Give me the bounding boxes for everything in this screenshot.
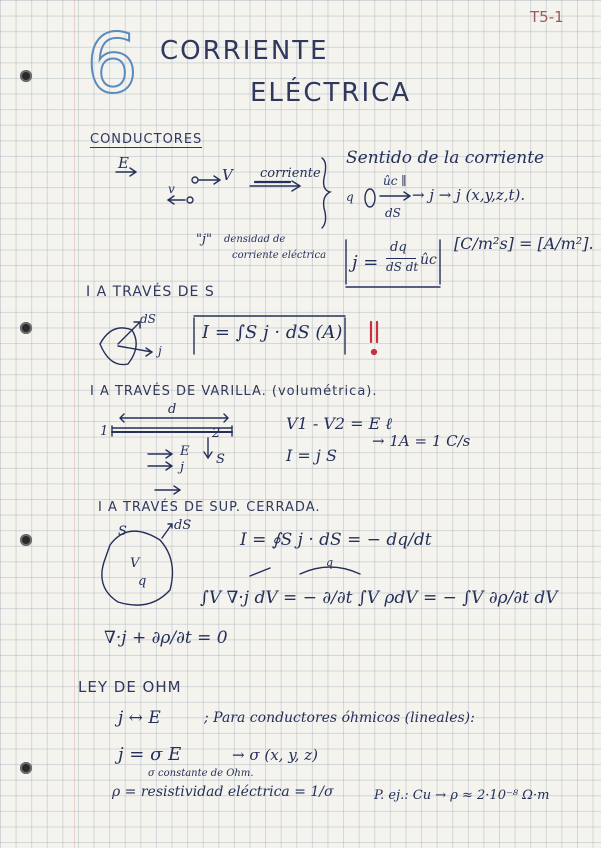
i-through-s-formula: I = ∫S j · dS (A) [202, 322, 343, 343]
dS-small: dS [140, 312, 156, 326]
j-equation-uc: ûc [420, 252, 437, 268]
section-heading-varilla: I A TRAVÉS DE VARILLA. (volumétrica). [90, 384, 378, 399]
section-heading-ohm: LEY DE OHM [78, 678, 182, 696]
sentido-text: Sentido de la corriente [346, 148, 545, 168]
varilla-node1: 1 [100, 424, 109, 439]
cerrada-eq1: I = ∮S j · dS = − dq/dt [240, 530, 432, 550]
chapter-number: 6 [86, 17, 139, 112]
binder-hole-bottom [20, 762, 32, 774]
j-equation-num: dq [390, 240, 407, 255]
ampere-definition: → 1A = 1 C/s [372, 432, 471, 450]
cerrada-eq2: ∫V ∇·j dV = − ∂/∂t ∫V ρdV = − ∫V ∂ρ/∂t dV [200, 588, 558, 608]
varilla-S: S [216, 452, 225, 467]
j-equation-lhs: j = [352, 252, 379, 273]
continuity-equation: ∇·j + ∂ρ/∂t = 0 [104, 628, 228, 648]
densidad-text2: corriente eléctrica [232, 250, 327, 261]
v-label-bottom: v [168, 182, 175, 196]
e-vector-label: E [118, 154, 129, 172]
varilla-E: E [180, 444, 190, 459]
cerrada-V: V [130, 556, 140, 571]
ohm-line3-example: P. ej.: Cu → ρ ≈ 2·10⁻⁸ Ω·m [374, 788, 550, 803]
section-heading-conductores: CONDUCTORES [90, 132, 203, 147]
q-label: q [346, 190, 354, 204]
varilla-node2: 2 [212, 426, 221, 441]
page-title-line2: ELÉCTRICA [250, 78, 412, 108]
binder-hole-top [20, 70, 32, 82]
ohm-line1-rhs: ; Para conductores óhmicos (lineales): [204, 710, 475, 726]
page-number: T5-1 [530, 8, 564, 26]
section-heading-cerrada: I A TRAVÉS DE SUP. CERRADA. [98, 500, 321, 515]
densidad-text: densidad de [224, 234, 286, 245]
corriente-label: corriente [260, 166, 321, 181]
ohm-line3: ρ = resistividad eléctrica = 1/σ [112, 784, 334, 800]
uc-label: ûc ∥ [383, 174, 407, 188]
ohm-line2-rhs: → σ (x, y, z) [232, 746, 318, 764]
section-heading-i-through-s: I A TRAVÉS DE S [86, 284, 215, 300]
varilla-j: j [180, 460, 185, 475]
varilla-d: d [168, 402, 177, 417]
binder-hole-mid [20, 322, 32, 334]
cerrada-dS: dS [174, 518, 192, 533]
j-small: j [158, 344, 162, 358]
ohm-line1-lhs: j ↔ E [118, 708, 161, 728]
dS-label: dS [385, 206, 401, 220]
cerrada-q: q [138, 574, 147, 589]
margin-line [74, 0, 75, 848]
cerrada-S: S [118, 524, 127, 539]
j-function: → j → j (x,y,z,t). [412, 186, 526, 204]
densidad-symbol: "j" [196, 232, 212, 247]
cerrada-q-over: q [326, 556, 334, 569]
ohm-line2: j = σ E [118, 744, 182, 765]
ohm-line2-note: σ constante de Ohm. [148, 768, 254, 779]
v-label-top: V [222, 166, 233, 184]
j-equation-den: dS dt [386, 260, 419, 274]
varilla-eq1: V1 - V2 = E ℓ [286, 414, 393, 433]
binder-hole-lower [20, 534, 32, 546]
page-title-line1: CORRIENTE [160, 36, 329, 66]
units: [C/m²s] = [A/m²]. [454, 234, 594, 253]
varilla-eq2: I = j S [286, 446, 337, 465]
j-equation-bar [386, 258, 416, 259]
